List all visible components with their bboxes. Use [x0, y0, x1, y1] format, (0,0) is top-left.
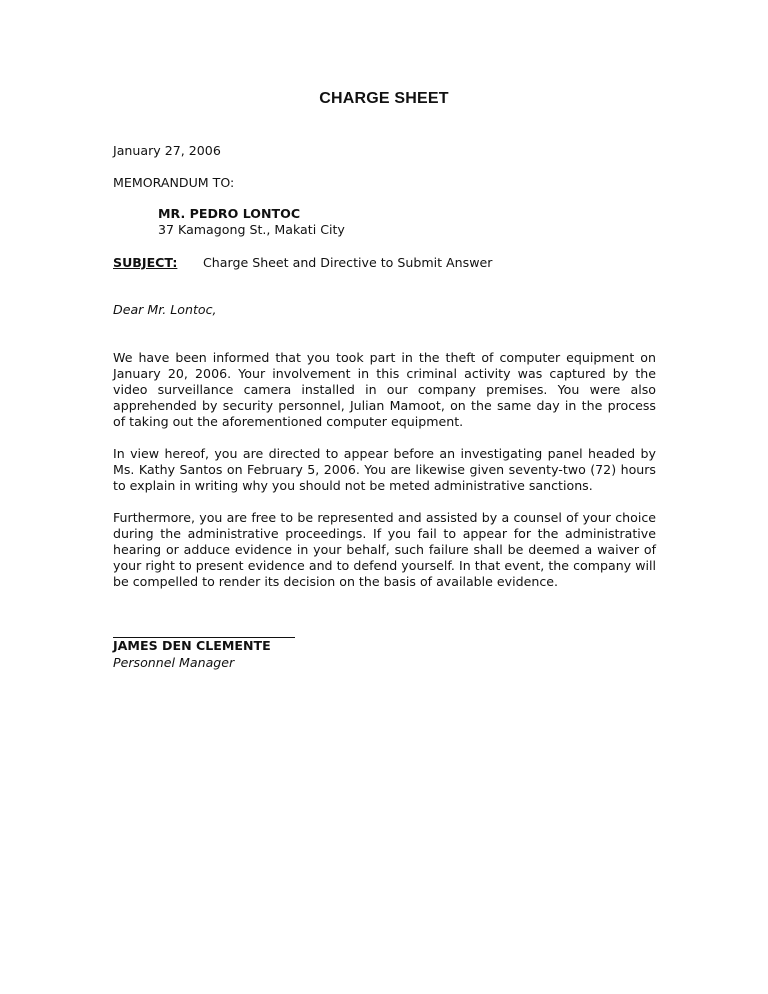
recipient-block — [158, 206, 345, 238]
memo-to-label: MEMORANDUM TO: — [113, 175, 235, 190]
salutation: Dear Mr. Lontoc, — [113, 302, 217, 317]
memo-date: January 27, 2006 — [113, 143, 221, 158]
signatory-title: Personnel Manager — [113, 655, 235, 670]
subject-text: Charge Sheet and Directive to Submit Answer — [203, 255, 493, 270]
subject-line — [113, 255, 492, 271]
recipient-name: MR. PEDRO LONTOC — [158, 206, 301, 221]
body-paragraph-1: We have been informed that you took part in the theft of computer equipment on January 20, 2006. Your involvement in this criminal activity was captured by the video surveillance camera installed in our company premises. You were also apprehended by security personnel, Julian Mamoot, on the same day in the process of taking out the aforementioned computer equipment. — [113, 350, 656, 429]
body-paragraph-2: In view hereof, you are directed to appear before an investigating panel headed by Ms. Kathy Santos on February 5, 2006. You are likewise given seventy-two (72) hours to explain in writing why you should not be meted administrative sanctions. — [113, 446, 656, 493]
subject-label: SUBJECT: — [113, 255, 178, 270]
signatory-name: JAMES DEN CLEMENTE — [113, 638, 271, 653]
recipient-address: 37 Kamagong St., Makati City — [158, 222, 345, 237]
document-title: CHARGE SHEET — [319, 90, 449, 107]
body-paragraph-3: Furthermore, you are free to be represented and assisted by a counsel of your choice during the administrative proceedings. If you fail to appear for the administrative hearing or adduce evidence in your behalf, such failure shall be deemed a waiver of your right to present evidence and to defend yourself. In that event, the company will be compelled to render its decision on the basis of available evidence. — [113, 510, 656, 589]
